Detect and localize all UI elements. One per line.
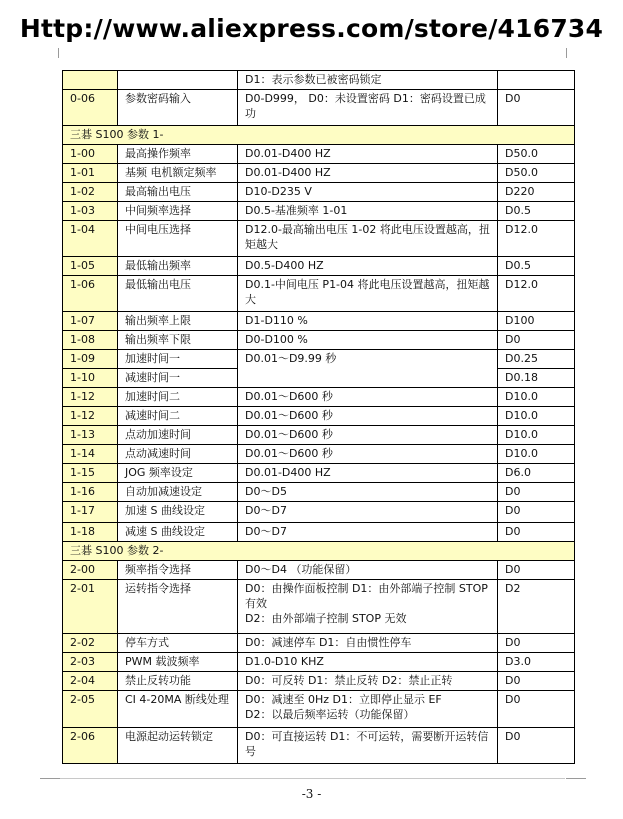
param-name: 减速时间二 (118, 407, 238, 426)
table-row (63, 523, 575, 542)
table-row (63, 331, 575, 350)
param-range-line: D0：由操作面板控制 D1：由外部端子控制 STOP 有效 (245, 582, 488, 610)
table-row (63, 90, 575, 126)
param-default: D50.0 (498, 145, 575, 164)
page-corner-mark (566, 48, 581, 58)
param-default: D12.0 (498, 221, 575, 257)
param-code: 1-16 (63, 483, 118, 502)
param-default (498, 71, 575, 90)
param-code: 0-06 (63, 90, 118, 126)
param-range (238, 691, 498, 728)
param-range (238, 561, 498, 580)
param-code: 1-00 (63, 145, 118, 164)
param-range-line: D1.0-D10 KHZ (245, 655, 324, 668)
param-name: 频率指令选择 (118, 561, 238, 580)
table-row (63, 183, 575, 202)
param-range-line: D0：减速停车 D1：自由惯性停车 (245, 636, 412, 649)
table-row (63, 691, 575, 728)
table-row (63, 561, 575, 580)
param-code: 1-14 (63, 445, 118, 464)
param-name: 最高输出电压 (118, 183, 238, 202)
param-range-line: D0：可直接运转 D1：不可运转，需要断开运转信号 (245, 730, 489, 758)
param-default: D50.0 (498, 164, 575, 183)
param-name: 中间电压选择 (118, 221, 238, 257)
section-header (63, 126, 575, 145)
param-code: 2-01 (63, 580, 118, 634)
param-default: D220 (498, 183, 575, 202)
table-row (63, 445, 575, 464)
param-code: 1-06 (63, 276, 118, 312)
param-range: D0～D7 (238, 523, 498, 542)
param-name: 中间频率选择 (118, 202, 238, 221)
param-default: D0 (498, 691, 575, 728)
param-range (238, 634, 498, 653)
param-name: 加速时间二 (118, 388, 238, 407)
param-default: D0.5 (498, 257, 575, 276)
param-name: 参数密码输入 (118, 90, 238, 126)
param-code: 2-03 (63, 653, 118, 672)
table-row (63, 202, 575, 221)
table-row (63, 257, 575, 276)
param-code: 1-18 (63, 523, 118, 542)
param-range: D0.01-D400 HZ (238, 164, 498, 183)
param-default: D0 (498, 331, 575, 350)
param-name: 最低输出频率 (118, 257, 238, 276)
parameter-table (62, 70, 575, 764)
param-default: D2 (498, 580, 575, 634)
table-row (63, 312, 575, 331)
param-name: 停车方式 (118, 634, 238, 653)
param-range: D10-D235 V (238, 183, 498, 202)
param-range: D0.01～D600 秒 (238, 445, 498, 464)
param-default: D6.0 (498, 464, 575, 483)
param-range: D0～D5 (238, 483, 498, 502)
section-title: 三碁 S100 参数 2- (63, 542, 575, 561)
param-name: 输出频率下限 (118, 331, 238, 350)
param-range: D0.5-基准频率 1-01 (238, 202, 498, 221)
param-default: D0 (498, 90, 575, 126)
table-row (63, 164, 575, 183)
param-range-line: D2：由外部端子控制 STOP 无效 (245, 612, 407, 625)
param-code: 1-12 (63, 407, 118, 426)
param-code (63, 71, 118, 90)
param-code: 2-00 (63, 561, 118, 580)
table-row (63, 276, 575, 312)
param-name: 最低输出电压 (118, 276, 238, 312)
table-row (63, 350, 575, 369)
param-range: D0.01～D600 秒 (238, 388, 498, 407)
store-url-banner: Http://www.aliexpress.com/store/416734 (19, 14, 604, 43)
param-default: D10.0 (498, 426, 575, 445)
param-range: D12.0-最高输出电压 1-02 将此电压设置越高，扭矩越大 (238, 221, 498, 257)
param-code: 1-17 (63, 502, 118, 523)
param-name: 禁止反转功能 (118, 672, 238, 691)
param-code: 1-02 (63, 183, 118, 202)
param-range: D0.01～D9.99 秒 (238, 350, 498, 388)
param-code: 2-04 (63, 672, 118, 691)
param-name: 电源起动运转锁定 (118, 728, 238, 764)
param-code: 1-13 (63, 426, 118, 445)
param-range: D0～D7 (238, 502, 498, 523)
param-default: D0.25 (498, 350, 575, 369)
param-code: 2-05 (63, 691, 118, 728)
param-name: 基频 电机额定频率 (118, 164, 238, 183)
page-corner-mark (44, 48, 59, 58)
section-header (63, 542, 575, 561)
table-row (63, 407, 575, 426)
param-name: CI 4-20MA 断线处理 (118, 691, 238, 728)
param-default: D12.0 (498, 276, 575, 312)
param-code: 1-08 (63, 331, 118, 350)
param-code: 1-09 (63, 350, 118, 369)
param-range (238, 728, 498, 764)
param-name: 自动加减速设定 (118, 483, 238, 502)
param-name (118, 71, 238, 90)
param-range: D0.01-D400 HZ (238, 145, 498, 164)
param-default: D0.18 (498, 369, 575, 388)
param-default: D0 (498, 561, 575, 580)
param-default: D0 (498, 634, 575, 653)
param-range: D1-D110 % (238, 312, 498, 331)
param-default: D10.0 (498, 445, 575, 464)
param-name: 最高操作频率 (118, 145, 238, 164)
param-default: D0 (498, 502, 575, 523)
param-code: 1-10 (63, 369, 118, 388)
param-range (238, 672, 498, 691)
param-range (238, 653, 498, 672)
section-title: 三碁 S100 参数 1- (63, 126, 575, 145)
param-name: 输出频率上限 (118, 312, 238, 331)
page-number: -3 - (301, 787, 322, 801)
param-code: 1-04 (63, 221, 118, 257)
page-bottom-rule (60, 778, 565, 779)
param-range-line: D2：以最后频率运转（功能保留） (245, 708, 415, 721)
param-code: 2-06 (63, 728, 118, 764)
param-name: 减速时间一 (118, 369, 238, 388)
table-row (63, 483, 575, 502)
param-range: D0.1-中间电压 P1-04 将此电压设置越高，扭矩越大 (238, 276, 498, 312)
param-code: 1-15 (63, 464, 118, 483)
param-default: D0 (498, 728, 575, 764)
param-code: 1-03 (63, 202, 118, 221)
param-name: 加速 S 曲线设定 (118, 502, 238, 523)
param-range: D0.5-D400 HZ (238, 257, 498, 276)
table-row (63, 145, 575, 164)
param-default: D3.0 (498, 653, 575, 672)
param-default: D10.0 (498, 407, 575, 426)
param-code: 1-01 (63, 164, 118, 183)
param-range-line: D0～D4 （功能保留） (245, 563, 357, 576)
param-name: 加速时间一 (118, 350, 238, 369)
param-name: 运转指令选择 (118, 580, 238, 634)
param-range: D0.01～D600 秒 (238, 426, 498, 445)
table-row (63, 221, 575, 257)
param-range-line: D0：可反转 D1：禁止反转 D2：禁止正转 (245, 674, 453, 687)
param-code: 1-12 (63, 388, 118, 407)
param-code: 1-07 (63, 312, 118, 331)
param-default: D100 (498, 312, 575, 331)
param-default: D0 (498, 523, 575, 542)
param-default: D0 (498, 483, 575, 502)
param-range: D0.01～D600 秒 (238, 407, 498, 426)
param-default: D0 (498, 672, 575, 691)
param-range-line: D0：减速至 0Hz D1：立即停止显示 EF (245, 693, 442, 706)
table-row (63, 464, 575, 483)
table-row (63, 388, 575, 407)
table-row (63, 653, 575, 672)
param-default: D0.5 (498, 202, 575, 221)
param-name: PWM 载波频率 (118, 653, 238, 672)
table-row (63, 580, 575, 634)
param-range: D0-D100 % (238, 331, 498, 350)
table-row (63, 426, 575, 445)
table-row (63, 502, 575, 523)
param-name: 点动减速时间 (118, 445, 238, 464)
table-row (63, 672, 575, 691)
table-row (63, 634, 575, 653)
param-range (238, 580, 498, 634)
table-row (63, 728, 575, 764)
param-range: D0-D999， D0：未设置密码 D1：密码设置已成功 (238, 90, 498, 126)
param-name: 点动加速时间 (118, 426, 238, 445)
param-range: D1：表示参数已被密码锁定 (238, 71, 498, 90)
param-name: JOG 频率设定 (118, 464, 238, 483)
param-code: 2-02 (63, 634, 118, 653)
param-default: D10.0 (498, 388, 575, 407)
param-code: 1-05 (63, 257, 118, 276)
table-row (63, 71, 575, 90)
param-range: D0.01-D400 HZ (238, 464, 498, 483)
param-name: 减速 S 曲线设定 (118, 523, 238, 542)
